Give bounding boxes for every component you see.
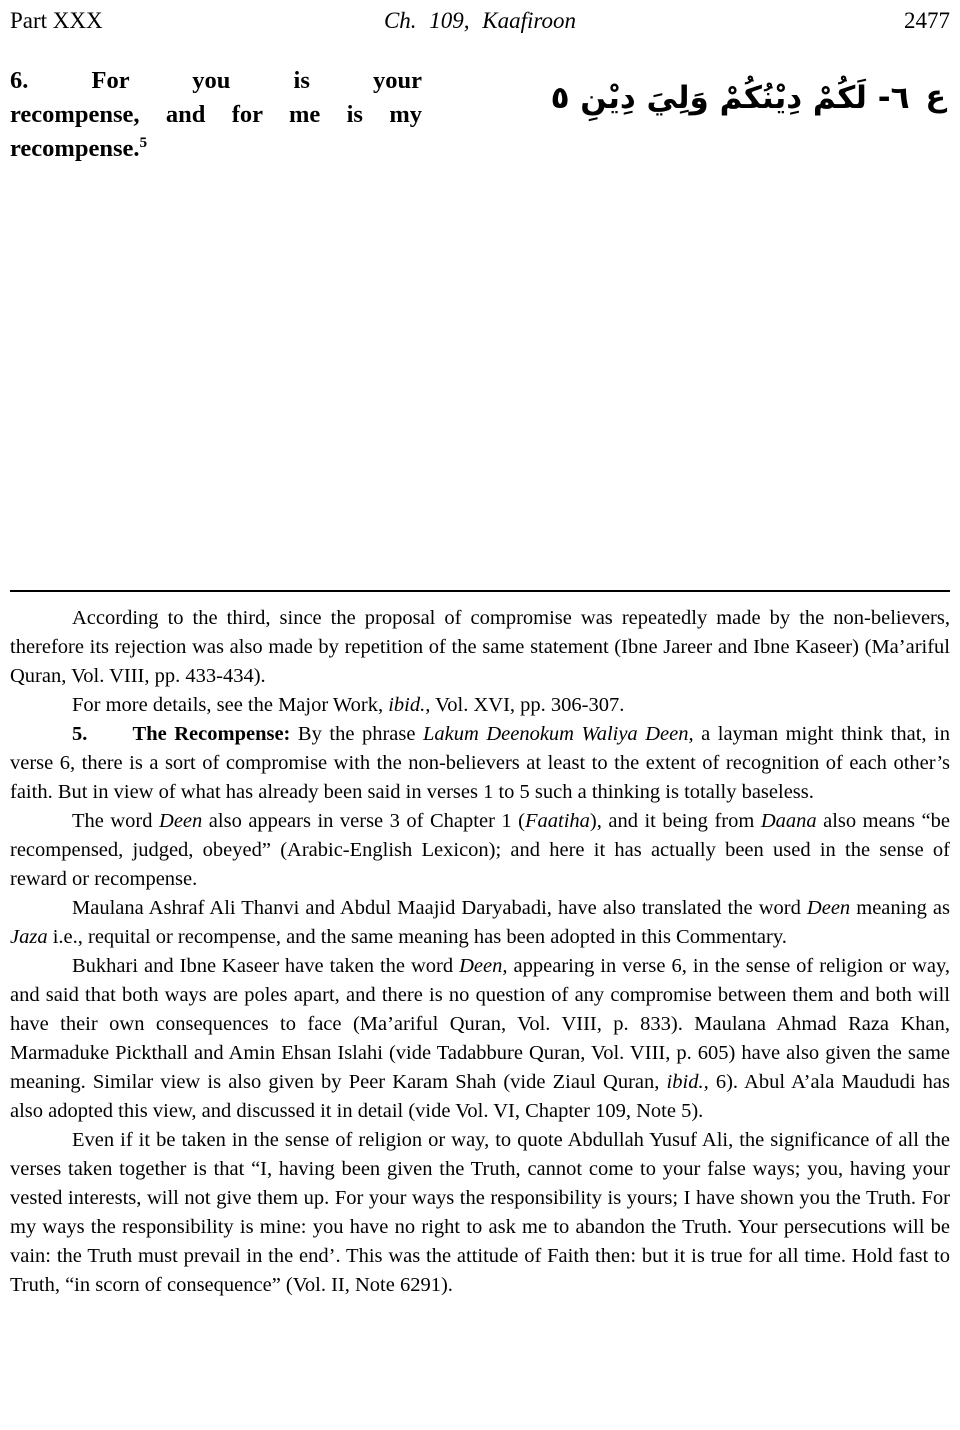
text-run: Deen bbox=[806, 897, 851, 919]
verse-translation bbox=[10, 64, 422, 166]
arabic-verse-text: ٦- لَكُمْ دِيْنُكُمْ وَلِيَ دِيْنِ ٥ bbox=[550, 80, 910, 116]
text-run: appearing in verse 6, in the sense of religion or way, and said that both ways are poles apart, and there is no question of any compromise between them and both will have their own consequences to face (Ma’ariful Quran, Vol. VIII, p. 833). Maulana Ahmad Raza Khan, Marmaduke Pickthall and Amin Ehsan Islahi (vide Tadabbure Quran, Vol. VIII, p. 605) have also given the same meaning. Similar view is also given by Peer Karam Shah (vide Ziaul Quran, bbox=[10, 955, 950, 1093]
commentary-paragraph bbox=[10, 604, 950, 691]
commentary-paragraph bbox=[10, 894, 950, 952]
page-header bbox=[10, 8, 950, 34]
text-run: Even if it be taken in the sense of religion or way, to quote Abdullah Yusuf Ali, the significance of all the verses taken together is that “I, having been given the Truth, cannot come to your false ways; you, having your vested interests, will not give them up. For your ways the responsibility is yours; I have shown you the Truth. For my ways the responsibility is mine: you have no right to ask me to abandon the Truth. Your persecutions will be vain: the Truth must prevail in the end’. This was the attitude of Faith then: but it is true for all time. Hold fast to Truth, “in scorn of consequence” (Vol. II, Note 6291). bbox=[10, 1129, 950, 1296]
commentary-paragraph bbox=[10, 1126, 950, 1300]
text-run: Daana bbox=[760, 810, 817, 832]
verse-section bbox=[10, 64, 950, 166]
text-run: Deen, bbox=[459, 955, 508, 977]
text-run: For more details, see the Major Work, bbox=[72, 694, 389, 716]
text-run: Bukhari and Ibne Kaseer have taken the word bbox=[72, 955, 460, 977]
text-run: Vol. XVI, pp. 306-307. bbox=[430, 694, 625, 716]
text-run: Maulana Ashraf Ali Thanvi and Abdul Maajid Daryabadi, have also translated the word bbox=[72, 897, 807, 919]
verse-line: 6. For you is your bbox=[10, 67, 422, 94]
text-run: also appears in verse 3 of Chapter 1 ( bbox=[202, 810, 525, 832]
text-run: Faatiha bbox=[525, 810, 590, 832]
commentary-paragraph bbox=[10, 691, 950, 720]
verse-line-text: recompense. bbox=[10, 135, 140, 162]
text-run: By the phrase bbox=[290, 723, 423, 745]
page-number: 2477 bbox=[904, 8, 950, 33]
text-run: Deen bbox=[159, 810, 203, 832]
text-run: meaning as bbox=[850, 897, 950, 919]
footnote-ref: 5 bbox=[139, 133, 148, 151]
commentary-paragraph bbox=[10, 807, 950, 894]
verse-line: recompense, and for me is my bbox=[10, 101, 422, 128]
chapter-title: Ch. 109, Kaafiroon bbox=[383, 8, 577, 33]
text-run: ibid., bbox=[666, 1071, 709, 1093]
text-run: Lakum Deenokum Waliya Deen, bbox=[422, 723, 694, 745]
commentary-paragraph bbox=[10, 952, 950, 1126]
text-run: 6). Abul A’ala Maududi has also adopted this view, and discussed it in detail (vide Vol. VI, Chapter 109, Note 5). bbox=[10, 1071, 950, 1122]
text-run: 5. The Recompense: bbox=[72, 723, 291, 745]
footnote-divider bbox=[10, 590, 950, 592]
verse-line bbox=[10, 132, 422, 166]
part-label: Part XXX bbox=[10, 8, 103, 33]
text-run: ibid., bbox=[388, 694, 431, 716]
verse-arabic bbox=[551, 64, 950, 118]
ruku-marker: ع bbox=[925, 79, 946, 114]
text-run: ), and it being from bbox=[589, 810, 761, 832]
text-run: Jaza bbox=[10, 926, 48, 948]
text-run: also means “be recompensed, judged, obeyed” (Arabic-English Lexicon); and here it has actually been used in the sense of reward or recompense. bbox=[10, 810, 950, 890]
commentary-paragraph bbox=[10, 720, 950, 807]
blank-area bbox=[10, 166, 950, 590]
text-run: The word bbox=[72, 810, 160, 832]
text-run: i.e., requital or recompense, and the same meaning has been adopted in this Commentary. bbox=[47, 926, 787, 948]
commentary-section bbox=[10, 604, 950, 1300]
text-run: According to the third, since the proposal of compromise was repeatedly made by the non-believers, therefore its rejection was also made by repetition of the same statement (Ibne Jareer and Ibne Kaseer) (Ma’ariful Quran, Vol. VIII, pp. 433-434). bbox=[10, 607, 950, 687]
text-run: a layman might think that, in verse 6, there is a sort of compromise with the non-believers at least to the extent of recognition of each other’s faith. But in view of what has already been said in verses 1 to 5 such a thinking is totally baseless. bbox=[10, 723, 950, 803]
